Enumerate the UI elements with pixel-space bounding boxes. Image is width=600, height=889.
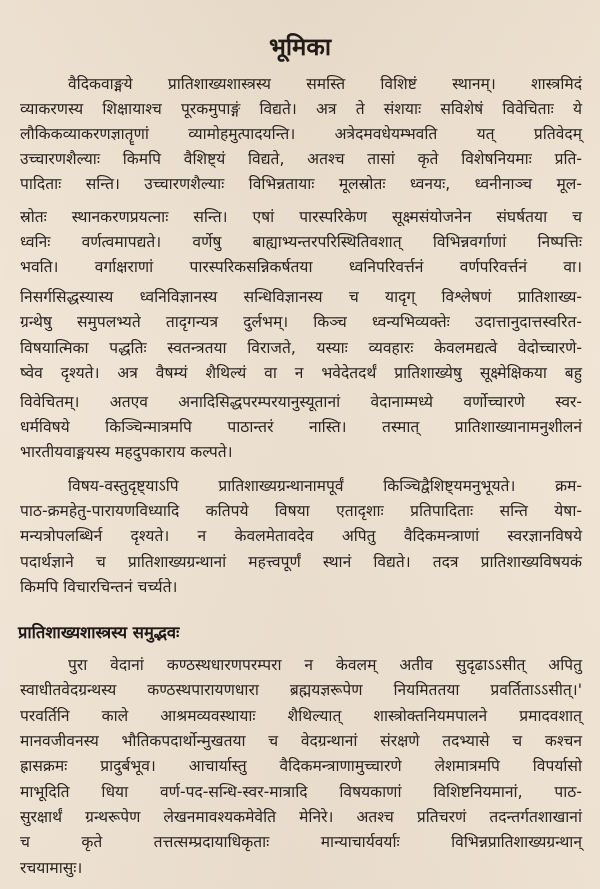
paragraph-1-line: स्रोतः स्थानकरणप्रयत्नाः सन्ति। एषां पारस्परिकेण सूक्ष्मसंयोजनेन संघर्षतया च	[20, 208, 582, 226]
section-paragraph-line: च कृते तत्तत्सम्प्रदायाधिकृताः मान्याचार्यवर्याः विभिन्नप्रातिशाख्यग्रन्थान्	[20, 833, 582, 851]
paragraph-1-line: व्याकरणस्य शिक्षायाश्च पूरकमुपाङ्गं विद्यते। अत्र ते संशयाः सविशेषं विवेचिताः ये	[20, 100, 582, 118]
paragraph-1-line: पादिताः सन्ति। उच्चारणशैल्याः विभिन्नतायाः मूलस्रोतः ध्वनयः, ध्वनीनाञ्च मूल-	[20, 175, 582, 193]
paragraph-1-line: वैदिकवाङ्मये प्रातिशाख्यशास्त्रस्य समस्ति विशिष्टं स्थानम्। शास्त्रमिदं	[68, 75, 582, 93]
paragraph-1-line: निसर्गसिद्धस्यास्य ध्वनिविज्ञानस्य सन्धिविज्ञानस्य च यादृग् विश्लेषणं प्रातिशाख्य-	[20, 288, 582, 306]
paragraph-2-line: किमपि विचारचिन्तनं चर्च्यते।	[20, 578, 178, 596]
section-paragraph-line: स्वाधीतवेदग्रन्थस्य कण्ठस्थपारायणधारा ब्रह्मयज्ञरूपेण नियमिततया प्रवर्तिताऽऽसीत्।'	[20, 681, 582, 699]
section-heading: प्रातिशाख्यशास्त्रस्य समुद्भवः	[18, 623, 180, 642]
paragraph-1-line: भवति। वर्गाक्षराणां पारस्परिकसन्निकर्षतया ध्वनिपरिवर्त्तनं वर्णपरिवर्त्तनं वा।	[20, 258, 582, 276]
section-paragraph-line: सुरक्षार्थं ग्रन्थरूपेण लेखनमावश्यकमेवेति मेनिरे। अतश्च प्रतिचरणं तदन्तर्गतशाखानां	[20, 808, 582, 826]
paragraph-1-line: धर्मविषये किञ्चिन्मात्रमपि पाठान्तरं नास्ति। तस्मात् प्रातिशाख्यानामनुशीलनं	[20, 418, 582, 436]
paragraph-2-line: पदार्थज्ञाने च प्रातिशाख्यग्रन्थानां महत्त्वपूर्णं स्थानं विद्यते। तदत्र प्रातिशाख्यविषयकं	[20, 553, 582, 571]
paragraph-1-line: ष्वेव दृश्यते। अत्र वैषम्यं शैथिल्यं वा न भवेदेतदर्थं प्रातिशाख्येषु सूक्ष्मेक्षिकया बहु	[20, 364, 582, 382]
page-title: भूमिका	[268, 33, 332, 61]
paragraph-1-line: विवेचितम्। अतएव अनादिसिद्धपरम्परयानुस्यूतानां वेदानाम्मध्ये वर्णोच्चारणे स्वर-	[20, 393, 582, 411]
paragraph-1-line: भारतीयवाङ्मयस्य महदुपकाराय कल्पते।	[20, 443, 233, 461]
section-paragraph-line: पुरा वेदानां कण्ठस्थधारणपरम्परा न केवलम् अतीव सुदृढाऽऽसीत् अपितु	[68, 656, 582, 674]
section-paragraph-line: ह्रासक्रमः प्रादुर्बभूव। आचार्यास्तु वैदिकमन्त्राणामुच्चारणे लेशमात्रमपि विपर्यासो	[20, 757, 582, 775]
paragraph-1-line: लौकिकव्याकरणज्ञातॄणां व्यामोहमुत्पादयन्ति। अत्रेदमवधेयम्भवति यत् प्रतिवेदम्	[20, 125, 582, 143]
paragraph-1-line: ध्वनिः वर्णत्वमापद्यते। वर्णेषु बाह्याभ्यन्तरपरिस्थितिवशात् विभिन्नवर्गाणां निष्पत्तिः	[20, 233, 582, 251]
section-paragraph-line: रचयामासुः।	[20, 859, 83, 877]
paragraph-2-line: विषय-वस्तुदृष्ट्याऽपि प्रातिशाख्यग्रन्थानामपूर्वं किञ्चिद्वैशिष्ट्यमनुभूयते। क्रम-	[68, 477, 582, 495]
section-paragraph-line: परवर्तिनि काले आश्रमव्यवस्थायाः शैथिल्यात् शास्त्रोक्तनियमपालने प्रमादवशात्	[20, 707, 582, 725]
paragraph-1-line: उच्चारणशैल्याः किमपि वैशिष्ट्यं विद्यते, अतश्च तासां कृते विशेषनियमाः प्रति-	[20, 150, 582, 168]
paragraph-1-line: विषयात्मिका पद्धतिः स्वतन्त्रतया विराजते, यस्याः व्यवहारः केवलमद्यत्वे वेदोच्चारणे-	[20, 339, 582, 357]
section-paragraph-line: माभूदिति धिया वर्ण-पद-सन्धि-स्वर-मात्रादि विषयकाणां विशिष्टनियमानां, पाठ-	[20, 783, 582, 801]
section-paragraph-line: मानवजीवनस्य भौतिकपदार्थोन्मुखतया च वेदग्रन्थानां संरक्षणे तदभ्यासे च कश्चन	[20, 732, 582, 750]
paragraph-2-line: मन्यत्रोपलब्धिर्न दृश्यते। न केवलमेतावदेव अपितु वैदिकमन्त्राणां स्वरज्ञानविषये	[20, 527, 582, 545]
paragraph-2-line: पाठ-क्रमहेतु-पारायणविध्यादि कतिपये विषया एतादृशाः प्रतिपादिताः सन्ति येषा-	[20, 502, 582, 520]
paragraph-1-line: ग्रन्थेषु समुपलभ्यते तादृगन्यत्र दुर्लभम्। किञ्च ध्वन्यभिव्यक्तेः उदात्तानुदात्तस्वरित-	[20, 313, 582, 331]
